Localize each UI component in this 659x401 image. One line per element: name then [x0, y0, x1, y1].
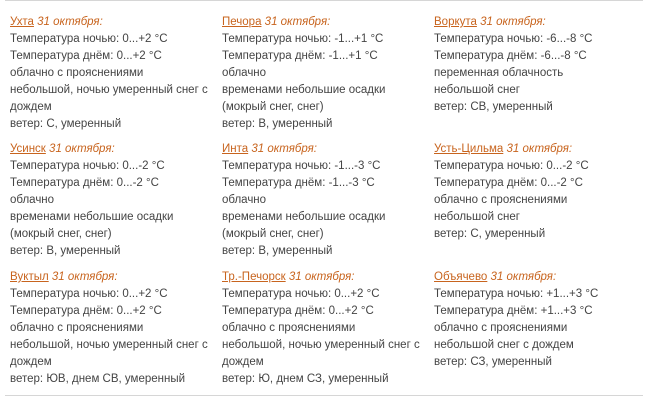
forecast-ukhta	[10, 14, 222, 141]
night-temperature: Температура ночью: -6...-8 °C	[434, 33, 593, 45]
night-temperature: Температура ночью: 0...+2 °C	[10, 288, 168, 300]
night-temperature: Температура ночью: -1...+1 °C	[222, 33, 384, 45]
forecast-date: 31 октября:	[251, 143, 317, 155]
forecast-header	[222, 14, 430, 31]
forecast-vorkuta	[434, 14, 646, 141]
forecast-header	[10, 269, 218, 286]
sky-condition: облачно с прояснениями	[434, 194, 568, 206]
precipitation: небольшой, ночью умеренный снег с дождем	[222, 339, 420, 368]
forecast-header	[10, 14, 218, 31]
forecast-header	[10, 141, 218, 158]
forecast-troitsko-pechorsk	[222, 269, 434, 395]
city-link[interactable]: Воркута	[434, 16, 477, 28]
forecast-inta	[222, 141, 434, 269]
sky-condition: облачно с прояснениями	[10, 67, 144, 79]
wind: ветер: ЮВ, днем СВ, умеренный	[10, 373, 186, 385]
forecast-ust-tsilma	[434, 141, 646, 269]
day-temperature: Температура днём: 0...-2 °C	[10, 177, 159, 189]
wind: ветер: С, умеренный	[434, 228, 546, 240]
wind: ветер: В, умеренный	[222, 245, 333, 257]
forecast-grid	[10, 14, 646, 395]
sky-condition: облачно с прояснениями	[10, 322, 144, 334]
forecast-date: 31 октября:	[490, 271, 557, 283]
precipitation: небольшой снег с дождем	[434, 339, 574, 351]
city-link[interactable]: Усинск	[10, 143, 46, 155]
city-link[interactable]: Тр.-Печорск	[222, 271, 286, 283]
day-temperature: Температура днём: 0...+2 °C	[222, 305, 374, 317]
city-link[interactable]: Вуктыл	[10, 271, 49, 283]
forecast-header	[222, 141, 430, 158]
day-temperature: Температура днём: 0...-2 °C	[434, 177, 583, 189]
forecast-date: 31 октября:	[480, 16, 546, 28]
forecast-vuktyl	[10, 269, 222, 395]
forecast-date: 31 октября:	[288, 271, 355, 283]
forecast-usinsk	[10, 141, 222, 269]
precipitation: временами небольшие осадки (мокрый снег, снег)	[10, 211, 174, 240]
forecast-pechora	[222, 14, 434, 141]
city-link[interactable]: Усть-Цильма	[434, 143, 504, 155]
forecast-date: 31 октября:	[49, 143, 115, 155]
precipitation: небольшой снег	[434, 211, 520, 223]
precipitation: небольшой снег	[434, 84, 520, 96]
day-temperature: Температура днём: -1...-3 °C	[222, 177, 375, 189]
precipitation: временами небольшие осадки (мокрый снег, снег)	[222, 211, 386, 240]
precipitation: небольшой, ночью умеренный снег с дождем	[10, 339, 208, 368]
day-temperature: Температура днём: 0...+2 °C	[10, 305, 162, 317]
sky-condition: облачно	[222, 194, 267, 206]
forecast-date: 31 октября:	[51, 271, 118, 283]
forecast-header	[434, 141, 642, 158]
night-temperature: Температура ночью: 0...+2 °C	[10, 33, 168, 45]
city-link[interactable]: Инта	[222, 143, 249, 155]
city-link[interactable]: Объячево	[434, 271, 488, 283]
wind: ветер: В, умеренный	[222, 118, 333, 130]
sky-condition: переменная облачность	[434, 67, 564, 79]
night-temperature: Температура ночью: 0...-2 °C	[10, 160, 165, 172]
sky-condition: облачно с прояснениями	[222, 322, 356, 334]
city-link[interactable]: Ухта	[10, 16, 34, 28]
forecast-obyachevo	[434, 269, 646, 395]
forecast-date: 31 октября:	[264, 16, 331, 28]
night-temperature: Температура ночью: 0...-2 °C	[434, 160, 589, 172]
wind: ветер: Ю, днем СЗ, умеренный	[222, 373, 389, 385]
wind: ветер: В, умеренный	[10, 245, 121, 257]
wind: ветер: С, умеренный	[10, 118, 122, 130]
wind: ветер: СЗ, умеренный	[434, 356, 552, 368]
night-temperature: Температура ночью: +1...+3 °C	[434, 288, 599, 300]
forecast-header	[434, 14, 642, 31]
precipitation: небольшой, ночью умеренный снег с дождем	[10, 84, 208, 113]
day-temperature: Температура днём: -1...+1 °C	[222, 50, 378, 62]
sky-condition: облачно	[10, 194, 55, 206]
forecast-header	[434, 269, 642, 286]
forecast-header	[222, 269, 430, 286]
sky-condition: облачно с прояснениями	[434, 322, 568, 334]
wind: ветер: СВ, умеренный	[434, 101, 553, 113]
forecast-date: 31 октября:	[506, 143, 573, 155]
precipitation: временами небольшие осадки (мокрый снег, снег)	[222, 84, 386, 113]
day-temperature: Температура днём: +1...+3 °C	[434, 305, 593, 317]
day-temperature: Температура днём: 0...+2 °C	[10, 50, 162, 62]
forecast-date: 31 октября:	[37, 16, 103, 28]
night-temperature: Температура ночью: -1...-3 °C	[222, 160, 381, 172]
sky-condition: облачно	[222, 67, 267, 79]
day-temperature: Температура днём: -6...-8 °C	[434, 50, 587, 62]
city-link[interactable]: Печора	[222, 16, 262, 28]
night-temperature: Температура ночью: 0...+2 °C	[222, 288, 380, 300]
